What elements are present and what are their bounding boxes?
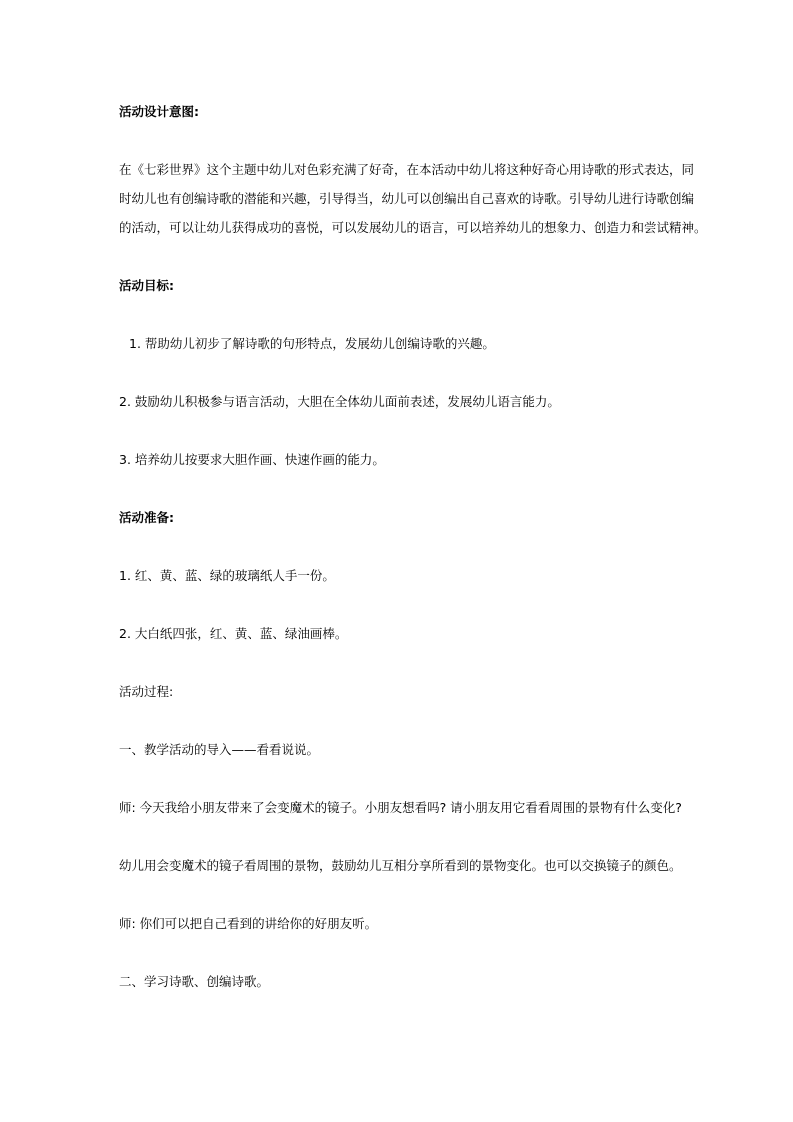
prep-heading: 活动准备: <box>119 510 174 525</box>
design-intent-heading: 活动设计意图: <box>119 104 199 119</box>
process-step-2: 二、学习诗歌、创编诗歌。 <box>119 974 270 989</box>
prep-item-1: 1. 红、黄、蓝、绿的玻璃纸人手一份。 <box>119 568 335 583</box>
goals-heading: 活动目标: <box>119 278 174 293</box>
goal-item-2: 2. 鼓励幼儿积极参与语言活动，大胆在全体幼儿面前表述，发展幼儿语言能力。 <box>119 394 560 409</box>
prep-item-2: 2. 大白纸四张，红、黄、蓝、绿油画棒。 <box>119 626 348 641</box>
design-intent-line-1: 在《七彩世界》这个主题中幼儿对色彩充满了好奇，在本活动中幼儿将这种好奇心用诗歌的形式表达，同 <box>119 162 695 177</box>
process-paragraph-1: 师: 今天我给小朋友带来了会变魔术的镜子。小朋友想看吗? 请小朋友用它看看周围的景物有什么变化? <box>119 800 682 815</box>
design-intent-line-2: 时幼儿也有创编诗歌的潜能和兴趣，引导得当，幼儿可以创编出自己喜欢的诗歌。引导幼儿进行诗歌创编 <box>119 191 695 206</box>
process-paragraph-3: 师: 你们可以把自己看到的讲给你的好朋友听。 <box>119 916 378 931</box>
process-paragraph-2: 幼儿用会变魔术的镜子看周围的景物，鼓励幼儿互相分享所看到的景物变化。也可以交换镜子的颜色。 <box>119 858 682 873</box>
process-heading: 活动过程: <box>119 684 174 699</box>
goal-item-1: 1. 帮助幼儿初步了解诗歌的句形特点，发展幼儿创编诗歌的兴趣。 <box>129 336 495 351</box>
process-step-1: 一、教学活动的导入——看看说说。 <box>119 742 320 757</box>
design-intent-line-3: 的活动，可以让幼儿获得成功的喜悦，可以发展幼儿的语言，可以培养幼儿的想象力、创造力和尝试精神。 <box>119 220 707 235</box>
goal-item-3: 3. 培养幼儿按要求大胆作画、快速作画的能力。 <box>119 452 385 467</box>
